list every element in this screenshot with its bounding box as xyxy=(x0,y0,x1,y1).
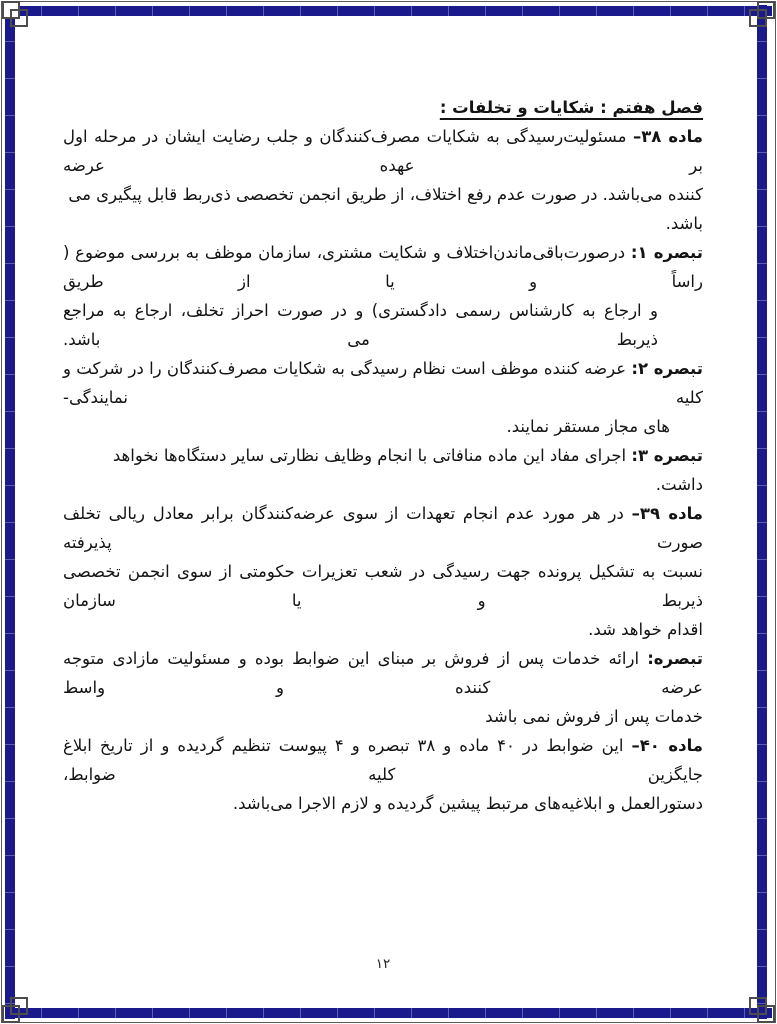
note-1-line-2: و ارجاع به کارشناس رسمی دادگستری) و در صورت احراز تخلف، ارجاع به مراجع ذیربط می باشد. xyxy=(63,301,658,349)
article-38-line-1: ماده ۳۸– مسئولیت‌رسیدگی به شکایات مصرف‌کنندگان و جلب رضایت ایشان در مرحله اول بر عهده عرضه xyxy=(63,127,703,175)
chapter-heading xyxy=(63,93,703,122)
note-2-line-1: تبصره ۲: عرضه کننده موظف است نظام رسیدگی به شکایات مصرف‌کنندگان را در شرکت و کلیه نمایندگی‌- xyxy=(63,359,703,407)
border-band-right xyxy=(757,5,767,1019)
note-2-line-2: های مجاز مستقر نمایند. xyxy=(506,417,670,436)
border-band-top xyxy=(5,6,772,16)
corner-knot-icon xyxy=(2,1005,20,1023)
border-band-left xyxy=(5,5,15,1019)
note-3-line: تبصره ۳: اجرای مفاد این ماده منافاتی با انجام وظایف نظارتی سایر دستگاه‌ها نخواهد داشت. xyxy=(112,446,703,494)
article-40-line-1: ماده ۴۰– این ضوابط در ۴۰ ماده و ۳۸ تبصره و ۴ پیوست تنظیم گردیده و از تاریخ ابلاغ جایگزین کلیه ضوابط، xyxy=(63,736,704,784)
chapter-heading-text: فصل هفتم : شکایات و تخلفات : xyxy=(439,98,703,117)
corner-knot-icon xyxy=(757,1,775,19)
corner-knot-icon xyxy=(757,1005,775,1023)
note-39-line-1: تبصره: ارائه خدمات پس از فروش بر مبنای این ضوابط بوده و مسئولیت مازادی متوجه عرضه کننده و واسط xyxy=(63,649,703,697)
article-39-line-1: ماده ۳۹– در هر مورد عدم انجام تعهدات از سوی عرضه‌کنندگان برابر معادل ریالی تخلف صورت پذیرفته xyxy=(63,504,703,552)
article-39-line-3: اقدام خواهد شد. xyxy=(588,620,703,639)
corner-knot-icon xyxy=(10,9,28,27)
note-39-line-2: خدمات پس از فروش نمی باشد xyxy=(485,707,703,726)
note-1-line-1: تبصره ۱: درصورت‌باقی‌ماندن‌اختلاف و شکایت مشتری، سازمان موظف به بررسی موضوع ( راساً و یا از طریق xyxy=(63,243,703,291)
document-body xyxy=(63,93,703,818)
page-number: ۱۲ xyxy=(375,956,391,972)
article-40-line-2: دستورالعمل و ابلاغیه‌های مرتبط پیشین گردیده و لازم الاجرا می‌باشد. xyxy=(232,794,703,813)
article-39-line-2: نسبت به تشکیل پرونده جهت رسیدگی در شعب تعزیرات حکومتی از سوی انجمن تخصصی ذیربط و یا سازمان xyxy=(63,562,703,610)
border-band-bottom xyxy=(5,1008,772,1018)
article-38-line-2: کننده می‌باشد. در صورت عدم رفع اختلاف، از طریق انجمن تخصصی ذی‌ربط قابل پیگیری می باشد. xyxy=(68,185,703,233)
